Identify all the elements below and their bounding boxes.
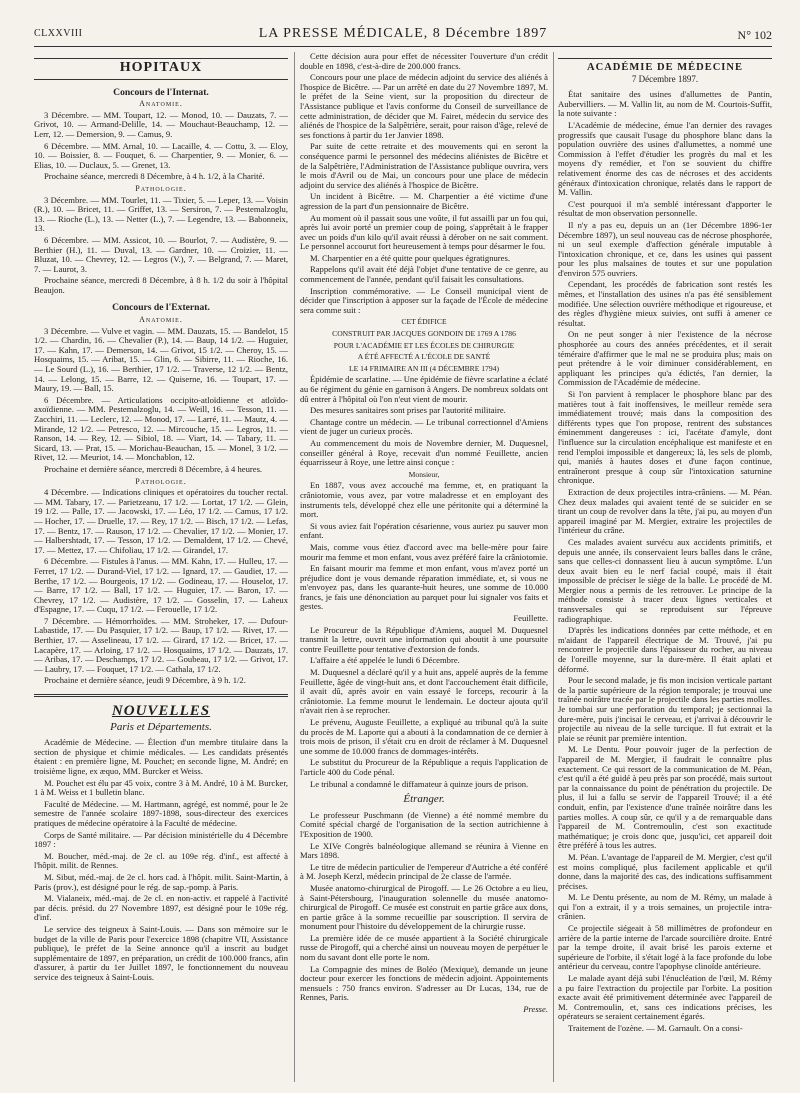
paragraph: Rappelons qu'il avait été déjà l'objet d'une tentative de ce genre, au commencement de l'année, pendant qu'il faisait les consultations. <box>300 264 548 285</box>
paragraph: Le Procureur de la République d'Amiens, auquel M. Duquesnel transmit la lettre, ouvrit une information qui aboutit à une poursuite contre Feuillette pour tentative d'extorsion de fonds. <box>300 624 548 654</box>
inscription-line: A ÉTÉ AFFECTÉ A L'ÉCOLE DE SANTÉ <box>357 352 491 362</box>
inscription-line: POUR L'ACADÉMIE ET LES ÉCOLES DE CHIRURGIE <box>333 340 515 350</box>
paragraph: 3 Décembre. — Vulve et vagin. — MM. Dauzats, 15. — Bandelot, 15 1/2. — Chardin, 16. — Chevalier (P.), 14. — Baup, 14 1/2. — Huguier, 17. — Kahn, 17. — Demerson, 14. — Grivot, 15 1/2. — Cheroy, 15. — Hosquaims, 15. — Aribat, 15. — Glin, 6. — Sibirre, 11. — Rioche, 16. — Le Sourd (L.), 16. — Berthier, 17 1/2. — Traverse, 12 1/2. — Bentz, 14. — Lelong, 15. — Barre, 12. — Quiserne, 16. — Toupart, 17. — Maury, 19. — Ball, 15. <box>34 325 288 394</box>
column-divider <box>553 52 554 1082</box>
paragraph: Musée anatomo-chirurgical de Pirogoff. — Le 26 Octobre a eu lieu, à Saint-Pétersbourg, l'inauguration solennelle du musée anatomo-chirurgical de Pirogoff. Ce musée est construit en partie grâce aux dons, en partie grâce à la somme recueillie par souscription. Il servira de monument pour l'histoire du développement de la chirurgie russe. <box>300 882 548 932</box>
paragraph: M. Duquesnel a déclaré qu'il y a huit ans, appelé auprès de la femme Feuillette, âgée de vingt-huit ans, et dont l'accouchement était difficile, il avait dû, après avoir en vain essayé le forceps, recourir à la crâniotomie. La femme mourut le lendemain. Le docteur ajouta qu'il n'avait rien à se reprocher. <box>300 667 548 716</box>
source-credit: Presse. <box>523 1004 548 1015</box>
paragraph: 6 Décembre. — Articulations occipito-atloïdienne et atloïdo-axoïdienne. — MM. Pestemalzoglu, 14. — Weill, 16. — Tesson, 11. — Zacchiri, 11. — Leclerc, 12. — Monod, 17. — Larré, 11. — Mautz, 4. — Mirande, 12 1/2. — Petresco, 12. — Mircouche, 15. — Legros, 11. — Ranson, 14. — Rey, 12. — Sibiol, 18. — Viart, 14. — Tabary, 11. — Sicard, 13. — Prat, 15. — Morichau-Beauchan, 15. — Monel, 3 1/2. — Rivet, 12. — Meuriot, 14. — Monchablon, 12. <box>34 394 288 463</box>
divider <box>34 79 288 80</box>
paragraph: Faculté de Médecine. — M. Hartmann, agrégé, est nommé, pour le 2e semestre de l'année scolaire 1897-1898, sous-directeur des exercices pratiques de médecine opératoire à la Faculté de médecine. <box>34 798 288 828</box>
paragraph: Le XIVe Congrès balnéologique allemand se réunira à Vienne en Mars 1898. <box>300 840 548 861</box>
page-number-roman: CLXXVIII <box>34 28 83 39</box>
subsection-title: Paris et Départements. <box>110 720 212 733</box>
session-date: 7 Décembre 1897. <box>631 73 699 84</box>
paragraph: Extraction de deux projectiles intra-crâniens. — M. Péan. Chez deux malades qui avaient tenté de se suicider en se tirant un coup de revolver dans la tête, j'ai pu, au moyen d'un appareil imaginé par M. Mergier, extraire les projectiles de l'intérieur du crâne. <box>558 486 772 536</box>
paragraph: Le tribunal a condamné le diffamateur à quinze jours de prison. <box>310 778 529 789</box>
paragraph: Le prévenu, Auguste Feuillette, a expliqué au tribunal qu'à la suite du procès de M. Laporte qui a abouti à la condamnation de ce dernier à trois mois de prison, il s'était cru en droit de réclamer à M. Duquesnel une somme de 10.000 francs de dommages-intérêts. <box>300 717 548 756</box>
paragraph: M. Péan. L'avantage de l'appareil de M. Mergier, c'est qu'il est moins compliqué, plus facilement applicable et qu'il donne, dans la majorité des cas, des indications suffisamment précises. <box>558 851 772 891</box>
paragraph: Si vous aviez fait l'opération césarienne, vous auriez pu sauver mon enfant. <box>300 520 548 541</box>
paragraph: Prochaine séance, mercredi 8 Décembre, à 4 h. 1/2, à la Charité. <box>44 171 265 182</box>
paragraph: Il n'y a pas eu, depuis un an (1er Décembre 1896-1er Décembre 1897), un seul nouveau cas de nécrose phosphorée, ni un seul exemple d'affection générale imputable à l'intoxication chronique, et ce, dans les usines qui passent pour les plus malsaines de toutes et sur une population d'environ 575 ouvriers. <box>558 219 772 278</box>
paragraph: Au commencement du mois de Novembre dernier, M. Duquesnel, conseiller général à Roye, recevait d'un nommé Feuillette, ancien équarrisseur à Roye, une lettre ainsi conçue : <box>300 437 548 468</box>
letter-signature: Feuillette. <box>513 613 548 624</box>
paragraph: Ces malades avaient survécu aux accidents primitifs, et depuis une année, ils conservaient leurs balles dans le crâne, sans que celles-ci donnassent lieu à aucun symptôme. L'un deux avait bien eu le nerf facial coupé, mais il était impossible de préciser le siège de la balle. Le procédé de M. Mergier nous a permis de les retrouver. Le principe de la méthode consiste à tracer deux lignes verticales et transversales qui se reproduisent sur l'épreuve radiographique. <box>558 536 772 624</box>
paragraph: 3 Décembre. — MM. Tourlet, 11. — Tixier, 5. — Leper, 13. — Voisin (R.), 10. — Bricet, 11. — Griffet, 13. — Sersiron, 7. — Pestemalzoglu, 13. — Rioche (L.), 13. — Netter (L.), 7. — Legendre, 13. — Babonneix, 13. <box>34 194 288 234</box>
paragraph: D'après les indications données par cette méthode, et en m'aidant de l'appareil électrique de M. Trouvé, j'ai pu rencontrer le projectile dans l'épaisseur du rocher, au niveau de l'oreille moyenne, sur la dure-mère. Il était aplati et déformé. <box>558 625 772 674</box>
inscription-line: CET ÉDIFICE <box>401 317 447 327</box>
paragraph: Cette décision aura pour effet de nécessiter l'ouverture d'un crédit double en 1898, c'est-à-dire de 200.000 francs. <box>300 52 548 71</box>
paragraph: M. Sibut, méd.-maj. de 2e cl. hors cad. à l'hôpit. milit. Saint-Martin, à Paris (prov.), est désigné pour le rég. de sap.-pomp. à Paris. <box>34 871 288 892</box>
inscription-line: LE 14 FRIMAIRE AN III (4 DÉCEMBRE 1794) <box>349 363 499 373</box>
paragraph: En faisant mourir ma femme et mon enfant, vous m'avez porté un préjudice dont je vous demande réparation immédiate, et, si vous ne m'envoyez pas, dans les quarante-huit heures, une somme de 10.000 francs, je fais une dénonciation au parquet pour lui signaler vos faits et gestes. <box>300 563 548 612</box>
paragraph: M. Le Dentu présente, au nom de M. Rémy, un malade à qui l'on a extrait, il y a trois semaines, un projectile intra-crânien. <box>558 892 772 922</box>
paragraph: La Compagnie des mines de Boléo (Mexique), demande un jeune docteur pour exercer les fonctions de médecin adjoint. Appointements mensuels : 750 francs environ. S'adresser au Dr Lucas, 134, rue de Rennes, Paris. <box>300 963 548 1003</box>
paragraph: Traitement de l'ozène. — M. Garnault. On a consi- <box>568 1023 743 1033</box>
paragraph: 3 Décembre. — MM. Toupart, 12. — Monod, 10. — Dauzats, 7. — Grivot, 10. — Armand-Delille, 14. — Mouchaut-Beauchamp, 12. — Lerr, 12. — Demersion, 9. — Camus, 9. <box>34 109 288 139</box>
paragraph: La première idée de ce musée appartient à la Société chirurgicale russe de Pirogoff, qui a cherché ainsi un nouveau moyen de perpétuer le nom du savant dont elle porte le nom. <box>300 932 548 963</box>
paragraph: Ce projectile siégeait à 58 millimètres de profondeur en arrière de la partie interne de l'arcade sourcilière droite. Entré par la tempe droite, il avait brisé les parois externe et supérieure de l'orbite, il s'était logé à la face profonde du lobe antérieur du cerveau, contre l'apophyse clinoïde antérieure. <box>558 923 772 972</box>
divider <box>34 58 288 59</box>
paragraph: Prochaine et dernière séance, jeudi 9 Décembre, à 9 h. 1/2. <box>44 675 246 686</box>
paragraph: M. Boucher, méd.-maj. de 2e cl. au 109e rég. d'inf., est affecté à l'hôpit. milit. de Rennes. <box>34 850 288 871</box>
letter-salutation: Monsieur, <box>408 469 440 479</box>
paragraph: Au moment où il passait sous une voûte, il fut assailli par un fou qui, après lui avoir porté un premier coup de poing, s'apprêtait à le frapper avec un poids d'un kilo qu'il avait réussi à dérober on ne sait comment. Le personnel accourut fort heureusement à temps pour désarmer le fou. <box>300 212 548 252</box>
section-title-hopitaux: HOPITAUX <box>119 60 203 75</box>
subsection-title: Étranger. <box>403 793 445 806</box>
column-divider <box>294 52 295 1082</box>
paragraph: Cependant, les procédés de fabrication sont restés les mêmes, et l'installation des usines n'a pas été sensiblement modifiée. Une sélection ouvrière méthodique et rigoureuse, et des règles d'hygiène mieux suivies, ont suffi à amener ce résultat. <box>558 279 772 328</box>
inscription-line: CONSTRUIT PAR JACQUES GONDOIN DE 1769 A 1786 <box>332 329 516 339</box>
paragraph: Si l'on parvient à remplacer le phosphore blanc par des matières tout à fait inoffensives, le meilleur remède sera immédiatement trouvé; mais dans la composition des différents types que l'on propose, rentrent des substances éminemment dangereuses : ici, l'acétate d'amyle, dont l'influence sur la circulation encéphalique est manifeste et en rend l'emploi impossible et dangereux; là, les sels de plomb, qui, maniés à hautes doses et d'une façon continue, entraîneront presque à coup sûr l'intoxication saturnine chronique. <box>558 389 772 486</box>
issue-number: N° 102 <box>737 28 772 42</box>
paragraph: 6 Décembre. — MM. Arnal, 10. — Lacaille, 4. — Cottu, 3. — Eloy, 10. — Boissier, 8. — Fouquet, 6. — Charpentier, 9. — Monier, 6. — Elias, 10. — Duclaux, 5. — Grenet, 13. <box>34 140 288 170</box>
paragraph: Inscription commémorative. — Le Conseil municipal vient de décider que l'inscription à apposer sur la façade de l'École de médecine sera comme suit : <box>300 285 548 315</box>
column-hopitaux <box>34 52 288 1082</box>
paragraph: M. Le Dentu. Pour pouvoir juger de la perfection de l'appareil de M. Mergier, il faudrait le connaître plus exactement. Ce qui ressort de la communication de M. Péan, c'est qu'il a été guidé à peu près par son procédé, mais surtout par la connaissance du point de pénétration du projectile. De plus, il lui a fallu se servir de l'appareil Trouvé; il a été conduit, enfin, par l'existence d'une traînée noirâtre dans les parties molles. A coup sûr, ce qu'il y a de remarquable dans l'appareil de M. Contremoulin, c'est son exactitude mathématique; je crois donc que, jusqu'ici, cet appareil doit être préféré à tous les autres. <box>558 744 772 851</box>
subheading: Pathologie. <box>135 476 187 486</box>
paragraph: 4 Décembre. — Indications cliniques et opératoires du toucher rectal. — MM. Tabary, 17. — Parietzeanu, 17 1/2. — Lortat, 17 1/2. — Glein, 19 1/2. — Palle, 17. — Jacowski, 17. — Léo, 17 1/2. — Camus, 17 1/2. — Hocher, 17. — Druelle, 17. — Rey, 17 1/2. — Bisch, 17 1/2. — Lefas, 17. — Bentz, 17. — Rauson, 17 1/2. — Chevalier, 17 1/2. — Monier, 17. — Halbershtadt, 17. — Tesson, 17 1/2. — Demaldent, 17 1/2. — Chevé, 17. — Mettez, 17. — Chifoliau, 17 1/2. — Girandel, 17. <box>34 487 288 555</box>
paragraph: Prochaine séance, mercredi 8 Décembre, à 8 h. 1/2 du soir à l'hôpital Beaujon. <box>34 275 288 295</box>
paragraph: Le service des teigneux à Saint-Louis. — Dans son mémoire sur le budget de la ville de Paris pour l'exercice 1898 (chapitre VII, Assistance publique), le préfet de la Seine annonce qu'il a inscrit au budget supplémentaire de 1897, en préparation, un crédit de 100.000 francs, afin d'assurer, à partir du 1er Juillet 1897, le fonctionnement du nouveau service des teigneux à Saint-Louis. <box>34 923 288 982</box>
paragraph: Académie de Médecine. — Élection d'un membre titulaire dans la section de physique et chimie médicales. — Les candidats présentés étaient : en première ligne, M. Pouchet; en seconde ligne, M. André; en troisième ligne, ex æquo, MM. Burcker et Weiss. <box>34 737 288 776</box>
paragraph: Par suite de cette retraite et des mouvements qui en seront la conséquence parmi le personnel des médecins aliénistes de Bicêtre et de la Salpêtrière, l'Administration de l'Assistance publique ouvrira, vers le mois d'Avril ou de Mai, un concours pour une place de médecin adjoint du service des aliénés à l'hospice de Bicêtre. <box>300 141 548 190</box>
section-title-academie: ACADÉMIE DE MÉDECINE <box>587 62 743 73</box>
paragraph: Mais, comme vous étiez d'accord avec ma belle-mère pour faire mourir ma femme et mon enfant, vous avez préféré faire la crâniotomie. <box>300 541 548 562</box>
paragraph: Chantage contre un médecin. — Le tribunal correctionnel d'Amiens vient de juger un curieux procès. <box>300 416 548 437</box>
paragraph: Prochaine et dernière séance, mercredi 8 Décembre, à 4 heures. <box>44 463 263 474</box>
subsection-title: Concours de l'Externat. <box>112 302 210 314</box>
subheading: Anatomie. <box>139 315 183 325</box>
divider <box>34 694 288 697</box>
paragraph: Un incident à Bicêtre. — M. Charpentier a été victime d'une agression de la part d'un pensionnaire de Bicêtre. <box>300 191 548 211</box>
paragraph: En 1887, vous avez accouché ma femme, et, en pratiquant la crâniotomie, vous avez, par votre maladresse et en employant des instruments tels, développé chez elle une péritonite qui a déterminé la mort. <box>300 480 548 520</box>
paragraph: Des mesures sanitaires sont prises par l'autorité militaire. <box>310 405 506 416</box>
subheading: Anatomie. <box>139 99 183 109</box>
paragraph: État sanitaire des usines d'allumettes de Pantin, Aubervilliers. — M. Vallin lit, au nom de M. Courtois-Suffit, la note suivante : <box>558 89 772 119</box>
paragraph: M. Pouchet est élu par 45 voix, contre 3 à M. André, 10 à M. Burcker, 1 à M. Weiss et 1 bulletin blanc. <box>34 777 288 798</box>
column-news <box>300 52 548 1082</box>
paragraph: Le substitut du Procureur de la République a requis l'application de l'article 400 du Code pénal. <box>300 757 548 777</box>
paragraph: Corps de Santé militaire. — Par décision ministérielle du 4 Décembre 1897 : <box>34 829 288 850</box>
paragraph: On ne peut songer à nier l'existence de la nécrose phosphorée au cours des années précédentes, et il serait téméraire d'affirmer que le mal ne se produira plus; mais on peut prétendre à le voir diminuer considérablement, en appliquant les principes qu'a édictés, l'an dernier, la Commission de l'Académie de médecine. <box>558 329 772 388</box>
page-header <box>34 26 772 47</box>
paragraph: Concours pour une place de médecin adjoint du service des aliénés à l'hospice de Bicêtre. — Par un arrêté en date du 27 Novembre 1897, M. le préfet de la Seine vient, sur la proposition du directeur de l'Assistance publique et l'avis conforme du Conseil de surveillance de cette administration, de décider que M. Fairet, médecin du service des aliénés de l'hospice de la Salpêtrière, serait, pour raison d'âge, relevé de ses fonctions à partir du 1er Janvier 1898. <box>300 72 548 140</box>
paragraph: 6 Décembre. — Fistules à l'anus. — MM. Kahn, 17. — Hulleu, 17. — Ferret, 17 1/2. — Durand-Viel, 17 1/2. — Ignard, 17. — Gaudiet, 17. — Berthe, 17 1/2. — Bourgeois, 17 1/2. — Godineau, 17. — Houselot, 17. — Barre, 17 1/2. — Ball, 17 1/2. — Huguier, 17. — Baron, 17. — Chevrey, 17 1/2. — Audistère, 17 1/2. — Gosselin, 17. — Laheux d'Espagne, 17. — Cuqu, 17 1/2. — Ferouelle, 17 1/2. <box>34 556 288 615</box>
paragraph: Épidémie de scarlatine. — Une épidémie de fièvre scarlatine a éclaté au 6e régiment du génie en garnison à Angers. De nombreux soldats ont dû entrer à l'hôpital où l'on n'eut vient de mourir. <box>300 374 548 404</box>
paragraph: C'est pourquoi il m'a semblé intéressant d'apporter le résultat de mon observation personnelle. <box>558 198 772 219</box>
paragraph: M. Charpentier en a été quitte pour quelques égratignures. <box>310 252 510 263</box>
paragraph: L'affaire a été appelée le lundi 6 Décembre. <box>310 655 460 666</box>
column-academie <box>558 52 772 1082</box>
paragraph: Pour le second malade, je fis mon incision verticale partant de la partie supérieure de la région temporale; je trouvai une traînée noirâtre tracée par le projectile dans les parties molles. Je tombai sur une perforation du temporal; je sectionnai la dure-mère, puis j'incisai le cerveau, et j'arrivai à découvrir le projectile au niveau de la selle turcique. Il fut extrait et la plaie se réunit par première intention. <box>558 675 772 743</box>
subsection-title: Concours de l'Internat. <box>113 86 209 98</box>
section-title-nouvelles: NOUVELLES <box>111 703 211 720</box>
subheading: Pathologie. <box>135 183 187 193</box>
divider <box>558 58 772 59</box>
paragraph: 7 Décembre. — Hémorrhoïdes. — MM. Stroheker, 17. — Dufour-Labastide, 17. — Du Pasquier, 17 1/2. — Baup, 17 1/2. — Rivet, 17. — Berthier, 17. — Asselineau, 17 1/2. — Girard, 17 1/2. — Bricet, 17. — Lacapère, 17. — Arloing, 17 1/2. — Hosquaims, 17 1/2. — Dauzats, 17. — Aribas, 17. — Deschamps, 17 1/2. — Goubeau, 17 1/2. — Grivot, 17. — Laubry, 17. — Fouquet, 17 1/2. — Cathala, 17 1/2. <box>34 615 288 674</box>
paragraph: Le professeur Puschmann (de Vienne) a été nommé membre du Comité spécial chargé de l'organisation de la section autrichienne à l'Exposition de 1900. <box>300 809 548 839</box>
masthead: LA PRESSE MÉDICALE, 8 Décembre 1897 <box>258 26 548 41</box>
paragraph: Le titre de médecin particulier de l'empereur d'Autriche a été conféré à M. Joseph Kerzl, médecin principal de 2e classe de l'armée. <box>300 861 548 882</box>
paragraph: Le malade ayant déjà subi l'énucléation de l'œil, M. Rémy a pu faire l'extraction du projectile par l'orbite. La position exacte avait été primitivement déterminée avec l'appareil de M. Contremoulin, et, sans ces indications précises, les opérateurs se seraient certainement égarés. <box>558 973 772 1022</box>
paragraph: 6 Décembre. — MM. Assicot, 10. — Bourlot, 7. — Audistère, 9. — Berthier (H.), 11. — Duval, 13. — Gardner, 10. — Croizier, 11. — Bluzat, 10. — Chevrey, 12. — Legros (V.), 7. — Belgrand, 7. — Maret, 7. — Laurot, 3. <box>34 234 288 274</box>
paragraph: L'Académie de médecine, émue l'an dernier des ravages progressifs que causait l'usage du phosphore blanc dans la population ouvrière des usines d'allumettes, a nommé une Commission à l'effet d'étudier les progrès du mal et les moyens d'y remédier, et l'on se souvient du chiffre relativement énorme des cas de nécroses et des accidents généraux d'intoxication chronique, relatés dans le rapport de M. Vallin. <box>558 119 772 198</box>
paragraph: M. Vialaneix, méd.-maj. de 2e cl. en non-activ. et rappelé à l'activité par décis. présid. du 27 Novembre 1897, est désigné pour le 109e rég. d'inf. <box>34 893 288 923</box>
